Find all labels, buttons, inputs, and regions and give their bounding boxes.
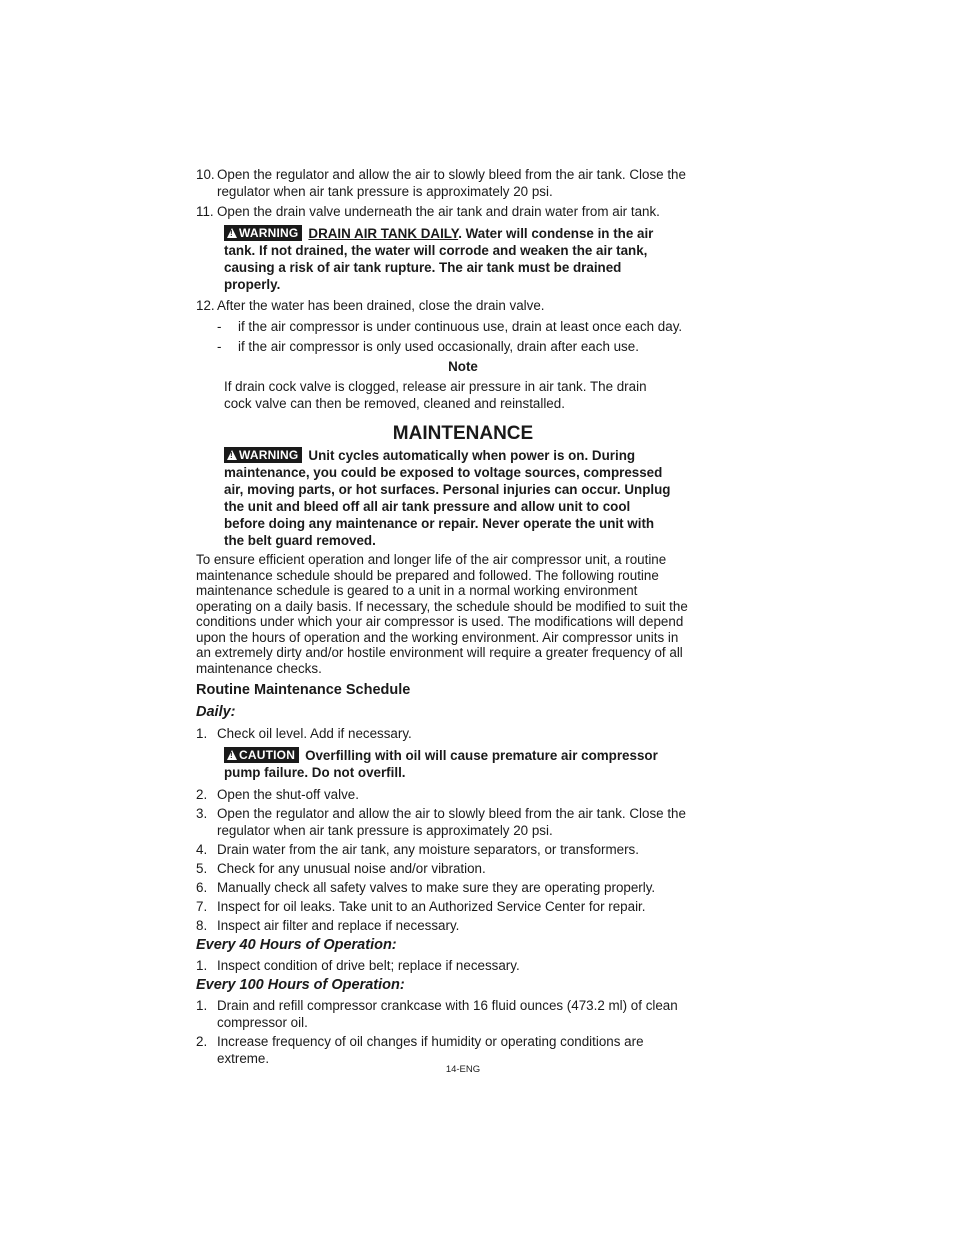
step-text: Drain and refill compressor crankcase with 16 fluid ounces (473.2 ml) of clean compressor oil. [217, 998, 678, 1030]
bullet-text: if the air compressor is under continuous use, drain at least once each day. [238, 319, 683, 334]
step-text: Open the regulator and allow the air to slowly bleed from the air tank. Close the regulator when air tank pressure is approximately 20 psi. [217, 167, 686, 199]
caution-block-oil: !CAUTION Overfilling with oil will cause premature air compressor pump failure. Do not overfill. [224, 747, 714, 781]
step-number: 4. [196, 842, 208, 857]
note-text: If drain cock valve is clogged, release air pressure in air tank. The drain cock valve can then be removed, cleaned and reinstalled. [224, 379, 647, 411]
step-text: Check for any unusual noise and/or vibration. [217, 861, 486, 876]
step-number: 1. [196, 958, 208, 973]
caution-badge: !CAUTION [224, 747, 299, 763]
step-text: Drain water from the air tank, any moisture separators, or transformers. [217, 842, 639, 857]
warning-badge: !WARNING [224, 225, 302, 241]
step-text: Inspect for oil leaks. Take unit to an Authorized Service Center for repair. [217, 899, 646, 914]
step-text: Check oil level. Add if necessary. [217, 726, 412, 741]
step-number: 1. [196, 726, 208, 741]
step-number: 1. [196, 998, 208, 1013]
step-number: 5. [196, 861, 208, 876]
step-text: Inspect condition of drive belt; replace if necessary. [217, 958, 520, 973]
step-number: 11. [196, 204, 214, 219]
bullet-dash: - [217, 319, 222, 334]
step-text: Inspect air filter and replace if necessary. [217, 918, 460, 933]
step-text: Open the shut-off valve. [217, 787, 359, 802]
step-number: 2. [196, 787, 208, 802]
step-number: 12. [196, 298, 215, 313]
step-text: After the water has been drained, close the drain valve. [217, 298, 545, 313]
schedule-heading: Routine Maintenance Schedule [196, 682, 411, 698]
step-number: 10. [196, 167, 215, 182]
step-number: 2. [196, 1034, 208, 1049]
note-title: Note [448, 359, 478, 374]
step-text: Increase frequency of oil changes if humidity or operating conditions are extreme. [217, 1034, 644, 1066]
step-number: 3. [196, 806, 208, 821]
step-number: 7. [196, 899, 208, 914]
warning-triangle-icon [227, 228, 237, 238]
step-text: Open the regulator and allow the air to slowly bleed from the air tank. Close the regulator when air tank pressure is approximately 20 psi. [217, 806, 686, 838]
step-text: Manually check all safety valves to make sure they are operating properly. [217, 880, 656, 895]
step-number: 8. [196, 918, 208, 933]
warning-block-drain: !WARNING DRAIN AIR TANK DAILY. Water will condense in the air tank. If not drained, the water will corrode and weaken the air tank, causing a risk of air tank rupture. The air tank must be drained properly. [224, 225, 714, 293]
warning-block-maintenance: !WARNING Unit cycles automatically when power is on. During maintenance, you could be exposed to voltage sources, compressed air, moving parts, or hot surfaces. Personal injuries can occur. Unplug the unit and bleed off all air tank pressure and allow unit to cool before doing any maintenance or repair. Never operate the unit with the belt guard removed. [224, 447, 714, 549]
every-40-hours-heading: Every 40 Hours of Operation: [196, 937, 397, 953]
warning-badge: !WARNING [224, 447, 302, 463]
step-number: 6. [196, 880, 208, 895]
intro-paragraph: To ensure efficient operation and longer life of the air compressor unit, a routine maintenance schedule should be prepared and followed. The following routine maintenance schedule is geared to a unit in a normal working environment operating on a daily basis. If necessary, the schedule should be modified to suit the conditions under which your air compressor is used. The modifications will depend upon the hours of operation and the working environment. Air compressor units in an extremely dirty and/or hostile environment will require a greater frequency of all maintenance checks. [196, 552, 688, 676]
warning-triangle-icon [227, 450, 237, 460]
caution-triangle-icon [227, 750, 237, 760]
warning-lead: DRAIN AIR TANK DAILY [308, 226, 459, 241]
page-number: 14-ENG [445, 1064, 481, 1075]
bullet-text: if the air compressor is only used occasionally, drain after each use. [238, 339, 639, 354]
daily-heading: Daily: [196, 704, 236, 720]
step-text: Open the drain valve underneath the air tank and drain water from air tank. [217, 204, 660, 219]
every-100-hours-heading: Every 100 Hours of Operation: [196, 977, 405, 993]
section-title-maintenance: MAINTENANCE [392, 423, 534, 444]
bullet-dash: - [217, 339, 222, 354]
